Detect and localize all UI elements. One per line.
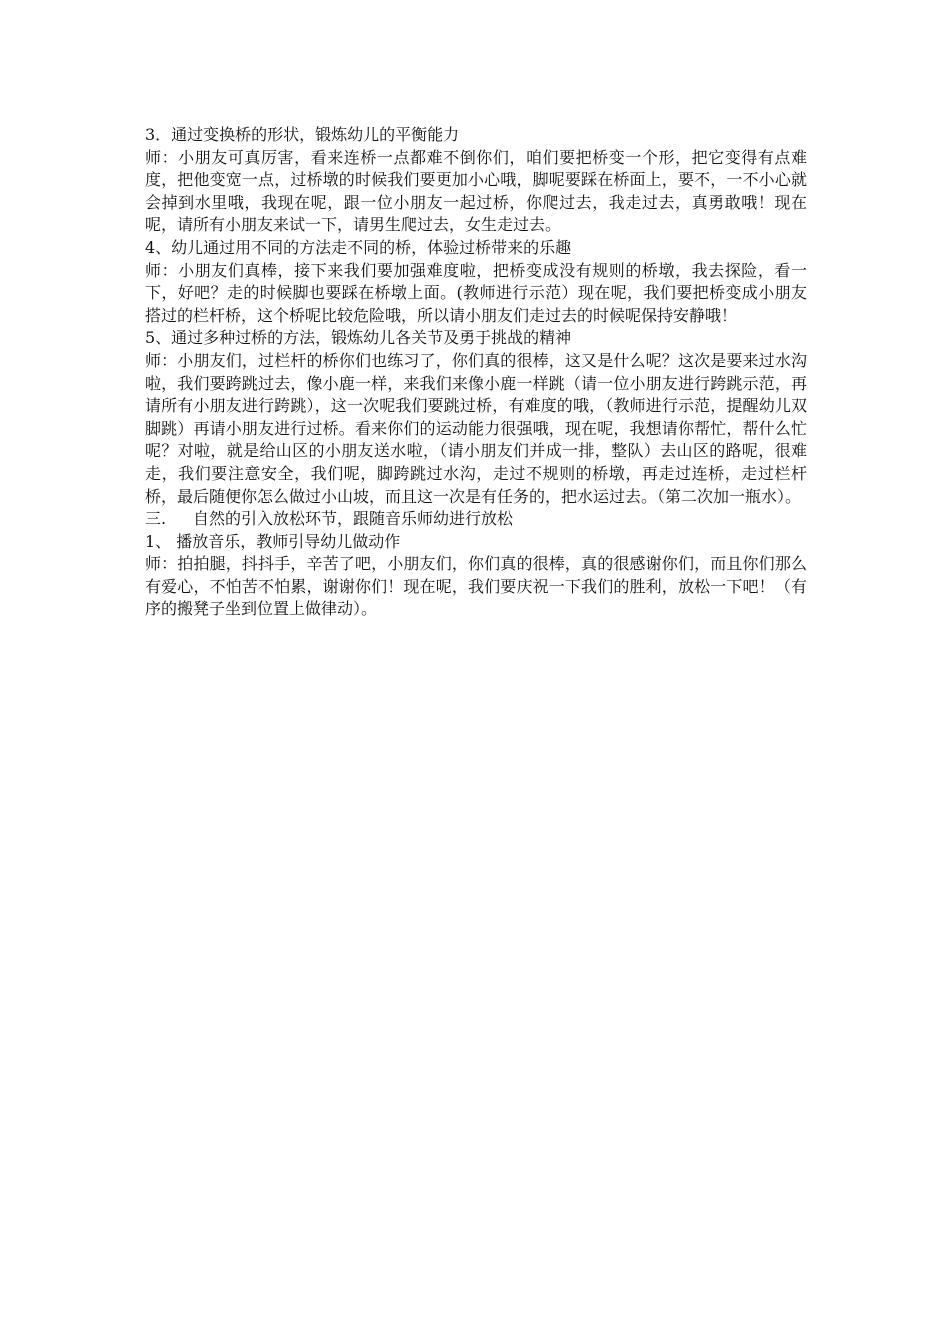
paragraph-step-4: 师：小朋友们真棒，接下来我们要加强难度啦，把桥变成没有规则的桥墩，我去探险，看一下，好吧？走的时候脚也要踩在桥墩上面。(教师进行示范）现在呢，我们要把桥变成小朋友搭过的栏杆桥，这个桥呢比较危险哦，所以请小朋友们走过去的时候呢保持安静哦！: [145, 260, 807, 325]
paragraph-step-1: 师：拍拍腿，抖抖手，辛苦了吧，小朋友们，你们真的很棒，真的很感谢你们，而且你们那么有爱心，不怕苦不怕累，谢谢你们！现在呢，我们要庆祝一下我们的胜利，放松一下吧！（有序的搬凳子坐到位置上做律动）。: [145, 554, 807, 619]
section-title: 自然的引入放松环节，跟随音乐师幼进行放松: [193, 509, 514, 529]
section-three-heading: [145, 508, 807, 531]
paragraph-step-3: 师：小朋友可真厉害，看来连桥一点都难不倒你们，咱们要把桥变一个形，把它变得有点难度，把他变宽一点，过桥墩的时候我们要更加小心哦，脚呢要踩在桥面上，要不，一不小心就会掉到水里哦，我现在呢，跟一位小朋友一起过桥，你爬过去，我走过去，真勇敢哦！现在呢，请所有小朋友来试一下，请男生爬过去，女生走过去。: [145, 147, 807, 235]
document-body: [145, 124, 807, 621]
heading-step-4: 4、幼儿通过用不同的方法走不同的桥，体验过桥带来的乐趣: [145, 237, 572, 257]
heading-step-5: 5、通过多种过桥的方法，锻炼幼儿各关节及勇于挑战的精神: [145, 328, 572, 348]
section-number: 三.: [145, 509, 167, 529]
paragraph-step-5: 师：小朋友们，过栏杆的桥你们也练习了，你们真的很棒，这又是什么呢？这次是要来过水沟啦，我们要跨跳过去，像小鹿一样，来我们来像小鹿一样跳（请一位小朋友进行跨跳示范，再请所有小朋友进行跨跳），这一次呢我们要跳过桥，有难度的哦，（教师进行示范，提醒幼儿双脚跳）再请小朋友进行过桥。看来你们的运动能力很强哦，现在呢，我想请你帮忙，帮什么忙呢？对啦，就是给山区的小朋友送水啦，（请小朋友们并成一排，整队）去山区的路呢，很难走，我们要注意安全，我们呢，脚跨跳过水沟，走过不规则的桥墩，再走过连桥，走过栏杆桥，最后随便你怎么做过小山坡，而且这一次是有任务的，把水运过去。（第二次加一瓶水）。: [145, 350, 807, 506]
heading-step-3: 3．通过变换桥的形状，锻炼幼儿的平衡能力: [145, 125, 460, 144]
heading-step-1: 1、 播放音乐，教师引导幼儿做动作: [145, 531, 401, 551]
